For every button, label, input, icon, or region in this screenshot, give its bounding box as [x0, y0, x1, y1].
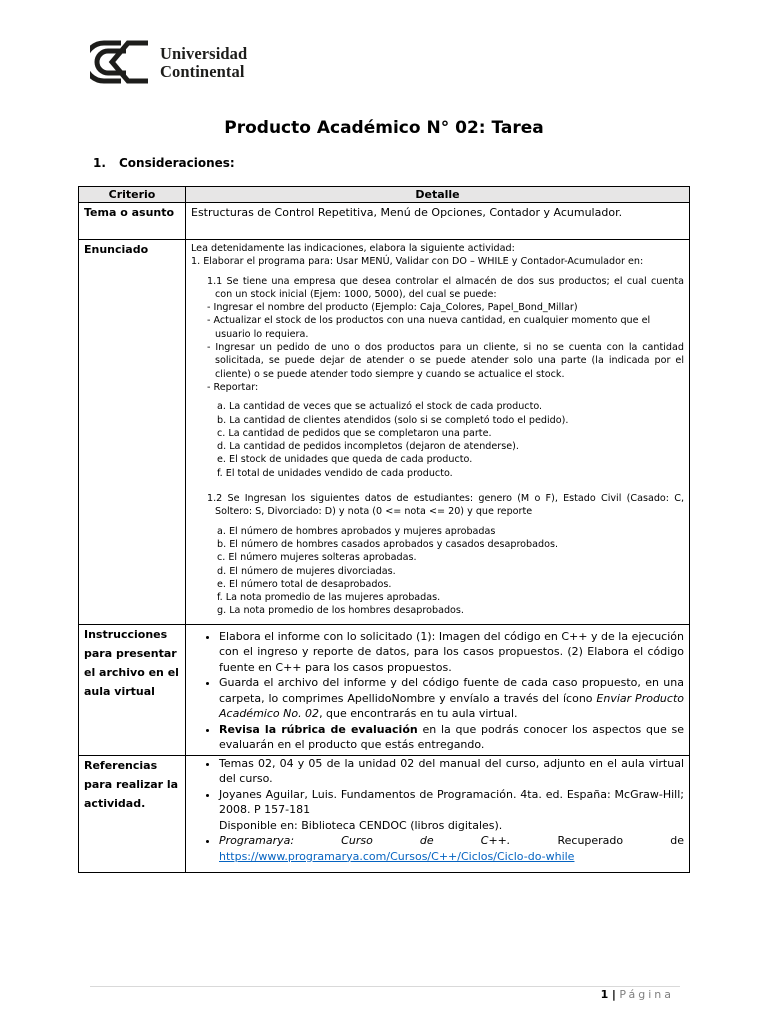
table-row-tema: [79, 203, 690, 240]
list-item: • Elabora el informe con lo solicitado (1): Imagen del código en C++ y de la ejecución con el ingreso y reporte de datos, para los casos propuestos. (2) Elabora el código fuente en C++ para los casos propuestos.: [219, 629, 684, 676]
instruction-text: en la que podrás conocer los aspectos que se evaluarán en el producto que estás entregando.: [219, 722, 684, 752]
subsection-1-2-text: 1.2 Se Ingresan los siguientes datos de estudiantes: genero (M o F), Estado Civil (Casado: C, Soltero: S, Divorciado: D) y nota (0 <= nota <= 20) y que reporte: [207, 493, 684, 518]
footer-divider: [90, 986, 680, 987]
list-item: g. La nota promedio de los hombres desaprobados.: [217, 605, 464, 617]
enunciado-intro: Lea detenidamente las indicaciones, elabora la siguiente actividad:: [191, 243, 515, 254]
section-heading: [93, 156, 235, 170]
page-footer: [601, 988, 674, 1001]
crit-tema: Tema o asunto: [79, 203, 186, 240]
list-item: b. La cantidad de clientes atendidos (solo si se completó todo el pedido).: [217, 414, 569, 426]
reference-text: • Joyanes Aguilar, Luis. Fundamentos de Programación. 4ta. ed. España: McGraw-Hill; 2008. P 157-181: [219, 787, 684, 817]
list-item: [219, 787, 684, 834]
subsection-1-1: [203, 275, 684, 395]
list-item: • Temas 02, 04 y 05 de la unidad 02 del manual del curso, adjunto en el aula virtual del curso.: [219, 756, 684, 787]
logo-mark-icon: [90, 40, 152, 84]
list-item: f. El total de unidades vendido de cada producto.: [217, 467, 453, 479]
list-item: c. La cantidad de pedidos que se completaron una parte.: [217, 427, 492, 439]
instruction-text: , que encontrarás en tu aula virtual.: [319, 707, 518, 721]
reference-link[interactable]: https://www.programarya.com/Cursos/C++/Ciclos/Ciclo-do-while: [219, 849, 575, 863]
instructions-list: [191, 629, 684, 753]
rubric-label: Revisa la rúbrica de evaluación: [219, 722, 418, 736]
bullet-ingresar-pedido: - Ingresar un pedido de uno o dos productos para un cliente, si no se cuenta con la cantidad solicitada, se puede dejar de atender o se puede atender solo una parte (la indicada por el cliente) o se puede atender todo siempre y cuando se actualice el stock.: [207, 342, 684, 380]
header-detalle: Detalle: [186, 187, 690, 203]
list-item: d. La cantidad de pedidos incompletos (dejaron de atenderse).: [217, 441, 519, 453]
bullet-ingresar-nombre: - Ingresar el nombre del producto (Ejemplo: Caja_Colores, Papel_Bond_Millar): [207, 302, 578, 314]
list-item: a. El número de hombres aprobados y mujeres aprobadas: [217, 525, 496, 537]
list-item: e. El stock de unidades que queda de cada producto.: [217, 454, 473, 466]
report-list-1: [217, 400, 684, 480]
list-item: e. El número total de desaprobados.: [217, 578, 392, 590]
university-logo: [90, 40, 260, 86]
detail-tema: Estructuras de Control Repetitiva, Menú de Opciones, Contador y Acumulador.: [186, 203, 690, 240]
section-number: 1.: [93, 156, 106, 170]
references-list: [191, 756, 684, 849]
reference-title: Programarya: Curso de C++.: [219, 834, 511, 848]
list-item: d. El número de mujeres divorciadas.: [217, 565, 396, 577]
logo-line1: Universidad: [160, 44, 248, 63]
list-item: c. El número mujeres solteras aprobadas.: [217, 552, 417, 564]
list-item: f. La nota promedio de las mujeres aprobadas.: [217, 592, 441, 604]
table-row-enunciado: [79, 240, 690, 625]
enunciado-item1: 1. Elaborar el programa para: Usar MENÚ, Validar con DO – WHILE y Contador-Acumulador en:: [191, 256, 644, 268]
detail-enunciado: [186, 240, 690, 625]
list-item: [219, 722, 684, 753]
reference-text: Recuperado de: [510, 834, 684, 848]
detail-referencias: [186, 755, 690, 872]
logo-line2: Continental: [160, 62, 245, 81]
bullet-actualizar-stock: - Actualizar el stock de los productos con una nueva cantidad, en cualquier momento que el usuario lo requiera.: [207, 315, 651, 340]
subsection-1-2: [203, 492, 684, 519]
report-list-2: [217, 525, 684, 618]
crit-instrucciones: Instrucciones para presentar el archivo en el aula virtual: [79, 624, 186, 755]
reference-availability: Disponible en: Biblioteca CENDOC (libros digitales).: [219, 818, 503, 832]
table-header-row: [79, 187, 690, 203]
list-item: a. La cantidad de veces que se actualizó el stock de cada producto.: [217, 401, 543, 413]
crit-enunciado: Enunciado: [79, 240, 186, 625]
section-title: Consideraciones:: [119, 156, 235, 170]
header-criterio: Criterio: [79, 187, 186, 203]
detail-instrucciones: [186, 624, 690, 755]
page-number: 1: [600, 988, 609, 1001]
subsection-1-1-text: 1.1 Se tiene una empresa que desea controlar el almacén de dos sus productos; el cual cuenta con un stock inicial (Ejem: 1000, 5000), del cual se puede:: [207, 275, 684, 300]
crit-referencias: Referencias para realizar la actividad.: [79, 755, 186, 872]
page-word: Página: [619, 988, 674, 1001]
list-item: b. El número de hombres casados aprobados y casados desaprobados.: [217, 538, 559, 550]
instruction-text: Guarda el archivo del informe y del código fuente de cada caso propuesto, en una carpeta, lo comprimes ApellidoNombre y envíalo a través del ícono: [219, 676, 684, 705]
table-row-referencias: [79, 755, 690, 872]
upload-icon-label: Enviar Producto Académico No. 02: [219, 691, 684, 721]
list-item: [219, 675, 684, 722]
footer-separator: |: [611, 988, 616, 1001]
considerations-table: [78, 186, 690, 873]
bullet-reportar: - Reportar:: [207, 381, 259, 393]
table-row-instrucciones: [79, 624, 690, 755]
document-title: Producto Académico N° 02: Tarea: [224, 118, 544, 138]
list-item: [219, 833, 684, 849]
